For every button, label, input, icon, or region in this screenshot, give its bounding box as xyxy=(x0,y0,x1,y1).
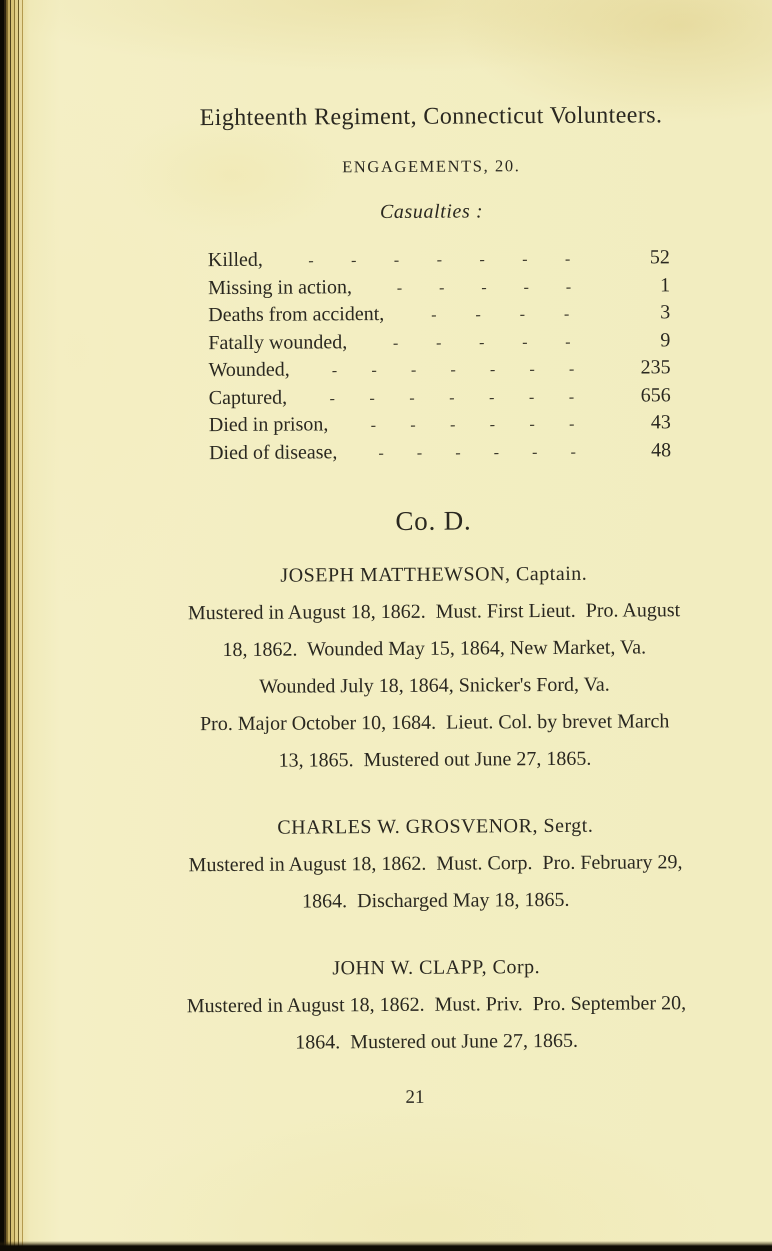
leader-dash: - xyxy=(479,333,485,351)
leader-dash: - xyxy=(393,251,400,269)
leader-dashes xyxy=(271,246,608,276)
leader-dash: - xyxy=(522,333,528,351)
leader-dash: - xyxy=(396,279,403,297)
leader-dashes xyxy=(298,356,609,385)
leader-dash: - xyxy=(331,362,338,380)
leader-dash: - xyxy=(489,416,496,434)
leader-dash: - xyxy=(532,443,538,461)
leader-dashes xyxy=(355,328,608,357)
casualty-row xyxy=(209,382,671,412)
leader-dash: - xyxy=(522,251,528,269)
leader-dash: - xyxy=(370,417,377,435)
soldier-name: JOHN W. CLAPP, Corp. xyxy=(332,956,541,980)
leader-dash: - xyxy=(528,388,535,406)
casualty-row xyxy=(208,299,670,329)
casualty-label: Fatally wounded, xyxy=(208,330,348,354)
casualty-row xyxy=(209,437,671,467)
casualty-value: 1 xyxy=(659,273,671,296)
service-record-line: 1864. Discharged May 18, 1865. xyxy=(302,888,570,913)
soldier-entries xyxy=(96,555,772,1063)
leader-dash: - xyxy=(450,361,456,379)
leader-dash: - xyxy=(439,279,445,297)
leader-dash: - xyxy=(371,362,377,380)
leader-dash: - xyxy=(410,361,417,379)
service-record-line: Mustered in August 18, 1862. Must. Corp. Pro. February 29, xyxy=(188,851,683,877)
casualty-label: Wounded, xyxy=(208,358,290,382)
leader-dash: - xyxy=(410,416,416,434)
casualty-value: 52 xyxy=(649,246,670,269)
leader-dash: - xyxy=(409,389,415,407)
page-title: Eighteenth Regiment, Connecticut Volunteers. xyxy=(199,102,663,132)
leader-dash: - xyxy=(529,416,535,434)
casualty-label: Missing in action, xyxy=(207,275,353,299)
casualty-label: Died of disease, xyxy=(208,440,338,464)
leader-dash: - xyxy=(529,361,535,379)
leader-dash: - xyxy=(392,334,399,352)
scan-bottom-edge xyxy=(0,1241,772,1251)
casualty-row xyxy=(208,244,670,274)
leader-dash: - xyxy=(519,306,526,324)
leader-dash: - xyxy=(369,389,375,407)
service-record-line: Wounded July 18, 1864, Snicker's Ford, Va. xyxy=(259,673,610,698)
casualty-value: 43 xyxy=(650,411,671,434)
leader-dash: - xyxy=(565,278,572,296)
leader-dashes xyxy=(392,301,608,330)
leader-dashes xyxy=(295,383,609,412)
leader-dash: - xyxy=(416,444,423,462)
leader-dash: - xyxy=(475,306,481,324)
leader-dash: - xyxy=(489,361,496,379)
leader-dash: - xyxy=(493,443,500,461)
leader-dash: - xyxy=(568,388,575,406)
leader-dash: - xyxy=(436,251,443,269)
leader-dash: - xyxy=(450,416,456,434)
casualty-value: 48 xyxy=(650,438,672,461)
casualty-row xyxy=(209,409,671,439)
leader-dash: - xyxy=(436,334,442,352)
casualty-row xyxy=(208,354,670,384)
leader-dashes xyxy=(336,411,609,440)
leader-dash: - xyxy=(481,278,487,296)
service-record-line: 13, 1865. Mustered out June 27, 1865. xyxy=(278,747,592,772)
leader-dash: - xyxy=(569,415,575,433)
casualty-row xyxy=(208,327,670,357)
casualty-value: 235 xyxy=(640,356,671,379)
leader-dash: - xyxy=(563,305,570,323)
service-record-line: Pro. Major October 10, 1684. Lieut. Col. by brevet March xyxy=(199,710,670,736)
casualty-value: 9 xyxy=(660,328,671,351)
casualty-label: Died in prison, xyxy=(208,413,329,437)
casualty-label: Killed, xyxy=(207,248,263,272)
casualty-value: 3 xyxy=(660,301,671,324)
casualty-label: Captured, xyxy=(208,386,288,409)
service-record-line: Mustered in August 18, 1862. Must. Priv. Pro. September 20, xyxy=(186,992,687,1018)
leader-dash: - xyxy=(308,252,314,270)
casualty-value: 656 xyxy=(640,383,671,406)
leader-dash: - xyxy=(565,333,571,351)
casualties-list xyxy=(208,244,671,467)
leader-dash: - xyxy=(378,444,384,462)
service-record-line: 18, 1862. Wounded May 15, 1864, New Market, Va. xyxy=(222,636,647,661)
soldier-entry xyxy=(96,555,772,781)
leader-dashes xyxy=(360,273,608,302)
book-binding-edge xyxy=(0,0,30,1251)
leader-dashes xyxy=(345,438,609,467)
leader-dash: - xyxy=(568,360,575,378)
leader-dash: - xyxy=(431,306,437,324)
service-record-line: 1864. Mustered out June 27, 1865. xyxy=(295,1029,579,1054)
soldier-name: CHARLES W. GROSVENOR, Sergt. xyxy=(277,814,594,839)
leader-dash: - xyxy=(570,443,576,461)
service-record-line: Mustered in August 18, 1862. Must. First Lieut. Pro. August xyxy=(187,599,681,625)
page-content xyxy=(0,102,772,1112)
soldier-entry xyxy=(98,948,772,1063)
soldier-name: JOSEPH MATTHEWSON, Captain. xyxy=(280,562,588,587)
leader-dash: - xyxy=(489,388,495,406)
leader-dash: - xyxy=(329,389,335,407)
casualties-heading: Casualties : xyxy=(379,200,484,224)
soldier-entry xyxy=(97,807,772,922)
company-heading: Co. D. xyxy=(395,505,472,536)
leader-dash: - xyxy=(523,278,529,296)
casualty-label: Deaths from accident, xyxy=(208,303,385,327)
leader-dash: - xyxy=(351,252,357,270)
leader-dash: - xyxy=(564,250,571,268)
leader-dash: - xyxy=(479,251,485,269)
page-number: 21 xyxy=(405,1086,425,1108)
leader-dash: - xyxy=(449,389,455,407)
casualty-row xyxy=(208,272,670,302)
engagements-subtitle: ENGAGEMENTS, 20. xyxy=(342,156,521,177)
leader-dash: - xyxy=(455,444,461,462)
